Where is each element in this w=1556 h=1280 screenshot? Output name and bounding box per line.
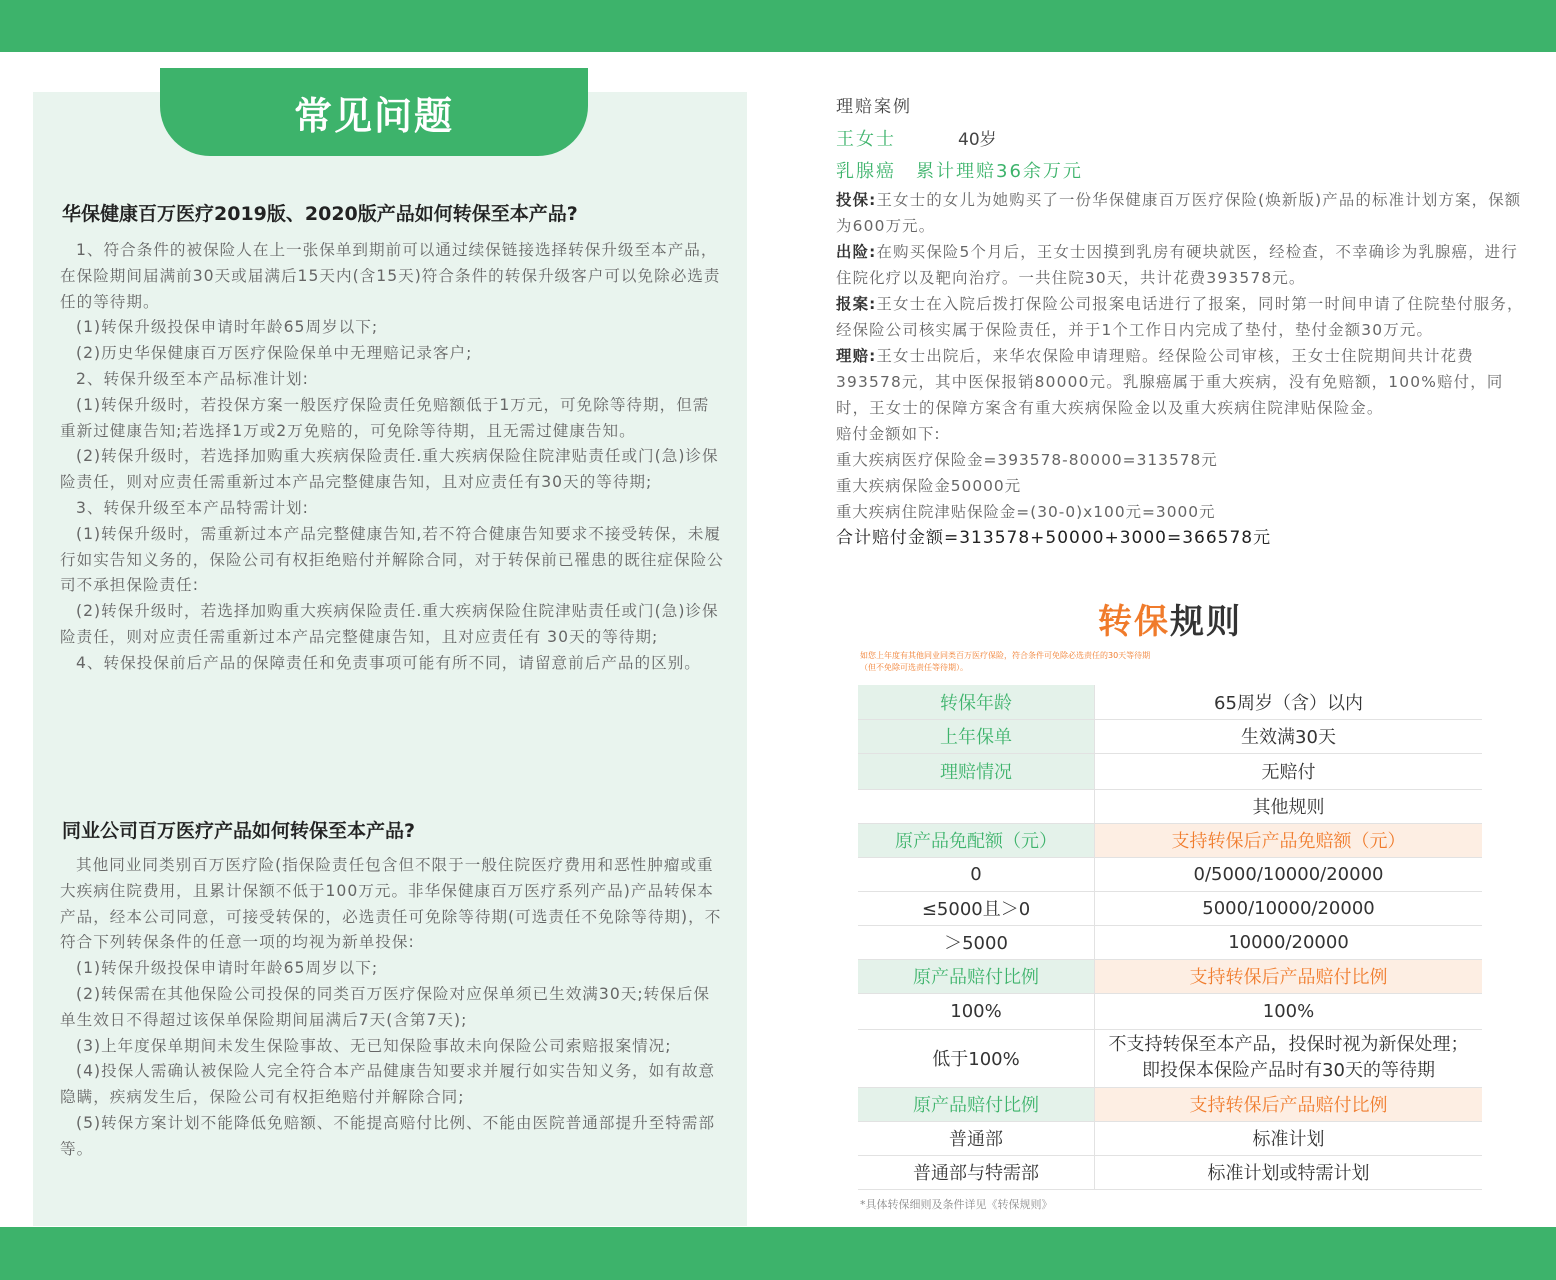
q1-paragraph: 3、转保升级至本产品特需计划: — [76, 498, 309, 517]
q2-paragraph: (3)上年度保单期间未发生保险事故、无已知保险事故未向保险公司索赔报案情况; — [76, 1036, 672, 1055]
section-text: 王女士出院后，来华农保险申请理赔。经保险公司审核，王女士住院期间共计花费393578元，其中医保报销80000元。乳腺癌属于重大疾病，没有免赔额，100%赔付，同时，王女士的保障方案含有重大疾病保险金以及重大疾病住院津贴保险金。 — [836, 347, 1504, 417]
table-row — [858, 1121, 1482, 1155]
rule-value: 生效满30天 — [1095, 719, 1483, 753]
question-2-title: 同业公司百万医疗产品如何转保至本产品? — [62, 820, 416, 842]
case-age: 40岁 — [958, 130, 997, 150]
case-section — [836, 187, 1526, 239]
rules-footnote: *具体转保细则及条件详见《转保规则》 — [860, 1198, 1053, 1211]
rule-label: 0 — [858, 857, 1095, 891]
calc-line: 重大疾病保险金50000元 — [836, 477, 1022, 495]
table-row — [858, 857, 1482, 891]
case-name: 王女士 — [836, 129, 896, 150]
rule-label: 上年保单 — [858, 719, 1095, 753]
rule-label: 转保年龄 — [858, 685, 1095, 719]
rule-header-right: 支持转保后产品免赔额（元） — [1095, 823, 1483, 857]
rule-label: ＞5000 — [858, 925, 1095, 959]
top-green-band — [0, 0, 1556, 52]
table-row — [858, 925, 1482, 959]
table-row — [858, 685, 1482, 719]
rule-label: ≤5000且＞0 — [858, 891, 1095, 925]
q1-paragraph: (2)历史华保健康百万医疗保险保单中无理赔记录客户; — [76, 344, 473, 363]
rules-title-part2: 规则 — [1170, 602, 1242, 642]
rule-header-right: 支持转保后产品赔付比例 — [1095, 1087, 1483, 1121]
q1-paragraph: 4、转保投保前后产品的保障责任和免责事项可能有所不同，请留意前后产品的区别。 — [76, 653, 701, 672]
case-person — [836, 125, 1526, 157]
rules-note: 如您上年度有其他同业同类百万医疗保险，符合条件可免除必选责任的30天等待期（但不免除可选责任等待期）。 — [860, 651, 1151, 672]
q1-paragraph: (2)转保升级时，若选择加购重大疾病保险责任.重大疾病保险住院津贴责任或门(急)诊保险责任，则对应责任需重新过本产品完整健康告知，且对应责任有30天的等待期; — [60, 447, 719, 492]
rule-header-left: 原产品赔付比例 — [858, 959, 1095, 993]
q1-paragraph: 1、符合条件的被保险人在上一张保单到期前可以通过续保链接选择转保升级至本产品，在保险期间届满前30天或届满后15天内(含15天)符合条件的转保升级客户可以免除必选责任的等待期。 — [60, 241, 721, 311]
faq-title: 常见问题 — [293, 93, 454, 138]
rule-label — [858, 789, 1095, 823]
q2-paragraph: (4)投保人需确认被保险人完全符合本产品健康告知要求并履行如实告知义务，如有故意隐瞒，疾病发生后，保险公司有权拒绝赔付并解除合同; — [60, 1062, 716, 1107]
table-row — [858, 959, 1482, 993]
rules-table — [858, 685, 1482, 1190]
section-text: 王女士的女儿为她购买了一份华保健康百万医疗保险(焕新版)产品的标准计划方案，保额为600万元。 — [836, 191, 1522, 235]
table-row — [858, 789, 1482, 823]
rule-label: 普通部 — [858, 1121, 1095, 1155]
rule-value: 5000/10000/20000 — [1095, 891, 1483, 925]
section-label: 理赔: — [836, 347, 877, 365]
rule-value: 0/5000/10000/20000 — [1095, 857, 1483, 891]
bottom-green-band — [0, 1227, 1556, 1280]
faq-header-tab — [160, 68, 588, 156]
rule-value: 10000/20000 — [1095, 925, 1483, 959]
calc-line: 赔付金额如下: — [836, 425, 941, 443]
table-row — [858, 823, 1482, 857]
rule-header-left: 原产品赔付比例 — [858, 1087, 1095, 1121]
q1-paragraph: 2、转保升级至本产品标准计划: — [76, 369, 309, 388]
case-section — [836, 291, 1526, 343]
calc-line: 重大疾病住院津贴保险金=(30-0)x100元=3000元 — [836, 503, 1216, 521]
q2-paragraph: 其他同业同类别百万医疗险(指保险责任包含但不限于一般住院医疗费用和恶性肿瘤或重大疾病住院费用，且累计保额不低于100万元。非华保健康百万医疗系列产品)产品转保本产品，经本公司同意，可接受转保的，必选责任可免除等待期(可选责任不免除等待期)，不符合下列转保条件的任意一项的均视为新单投保: — [60, 856, 722, 952]
section-label: 出险: — [836, 243, 877, 261]
section-label: 投保: — [836, 191, 877, 209]
question-1-body — [60, 238, 724, 677]
total-payout: 合计赔付金额=313578+50000+3000=366578元 — [836, 528, 1272, 548]
rule-value: 标准计划 — [1095, 1121, 1483, 1155]
rule-label: 100% — [858, 993, 1095, 1029]
table-row — [858, 1087, 1482, 1121]
rule-label: 理赔情况 — [858, 753, 1095, 789]
rules-title-part1: 转保 — [1098, 602, 1170, 642]
question-2-body — [60, 853, 724, 1163]
case-section — [836, 343, 1526, 421]
rule-section-heading: 其他规则 — [1095, 789, 1483, 823]
table-row — [858, 1155, 1482, 1189]
section-text: 在购买保险5个月后，王女士因摸到乳房有硬块就医，经检查，不幸确诊为乳腺癌，进行住院化疗以及靶向治疗。一共住院30天，共计花费393578元。 — [836, 243, 1518, 287]
rule-value: 标准计划或特需计划 — [1095, 1155, 1483, 1189]
rule-value: 100% — [1095, 993, 1483, 1029]
table-row — [858, 993, 1482, 1029]
case-summary: 乳腺癌 累计理赔36余万元 — [836, 161, 1083, 182]
rule-label: 低于100% — [858, 1029, 1095, 1087]
section-text: 王女士在入院后拨打保险公司报案电话进行了报案，同时第一时间申请了住院垫付服务，经保险公司核实属于保险责任，并于1个工作日内完成了垫付，垫付金额30万元。 — [836, 295, 1524, 339]
case-heading: 理赔案例 — [836, 97, 912, 117]
rule-value — [1095, 1029, 1483, 1087]
table-row — [858, 753, 1482, 789]
rule-value-line: 不支持转保至本产品，投保时视为新保处理； — [1108, 1034, 1469, 1055]
rule-header-left: 原产品免配额（元） — [858, 823, 1095, 857]
rule-value-line: 即投保本保险产品时有30天的等待期 — [1142, 1060, 1435, 1081]
rule-header-right: 支持转保后产品赔付比例 — [1095, 959, 1483, 993]
rule-value: 65周岁（含）以内 — [1095, 685, 1483, 719]
q1-paragraph: (1)转保升级时，若投保方案一般医疗保险责任免赔额低于1万元，可免除等待期，但需重新过健康告知;若选择1万或2万免赔的，可免除等待期，且无需过健康告知。 — [60, 395, 710, 440]
table-row — [858, 891, 1482, 925]
claim-case — [836, 92, 1526, 551]
rule-label: 普通部与特需部 — [858, 1155, 1095, 1189]
q1-paragraph: (2)转保升级时，若选择加购重大疾病保险责任.重大疾病保险住院津贴责任或门(急)诊保险责任，则对应责任需重新过本产品完整健康告知，且对应责任有 30天的等待期; — [60, 602, 719, 646]
case-section — [836, 239, 1526, 291]
q1-paragraph: (1)转保升级时，需重新过本产品完整健康告知,若不符合健康告知要求不接受转保，未履行如实告知义务的，保险公司有权拒绝赔付并解除合同，对于转保前已罹患的既往症保险公司不承担保险责任: — [60, 524, 724, 595]
q2-paragraph: (2)转保需在其他保险公司投保的同类百万医疗保险对应保单须已生效满30天;转保后保单生效日不得超过该保单保险期间届满后7天(含第7天); — [60, 984, 710, 1029]
q2-paragraph: (1)转保升级投保申请时年龄65周岁以下; — [76, 959, 379, 978]
q1-paragraph: (1)转保升级投保申请时年龄65周岁以下; — [76, 318, 379, 337]
q2-paragraph: (5)转保方案计划不能降低免赔额、不能提高赔付比例、不能由医院普通部提升至特需部等。 — [60, 1113, 716, 1158]
question-1-title: 华保健康百万医疗2019版、2020版产品如何转保至本产品? — [62, 203, 578, 225]
table-row — [858, 719, 1482, 753]
rules-title — [858, 594, 1482, 643]
calc-line: 重大疾病医疗保险金=393578-80000=313578元 — [836, 451, 1218, 469]
section-label: 报案: — [836, 295, 877, 313]
rule-value: 无赔付 — [1095, 753, 1483, 789]
table-row — [858, 1029, 1482, 1087]
